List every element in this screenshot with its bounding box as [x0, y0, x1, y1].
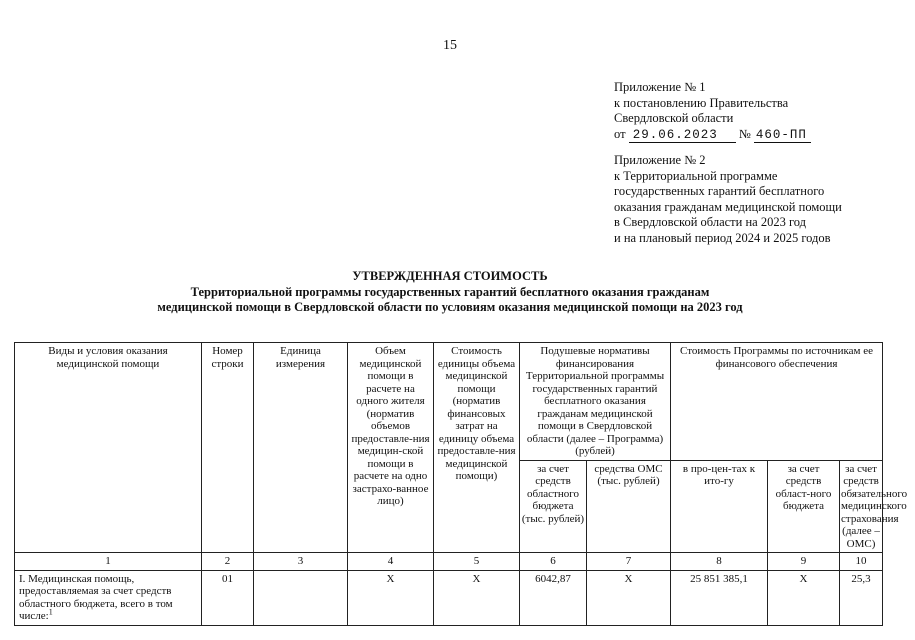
annex-1-line: Свердловской области — [614, 111, 734, 125]
row-volume: Х — [348, 570, 434, 625]
header-per-capita-group: Подушевые нормативы финансирования Территориальной программы государственных гарантий бесплатного оказания гражданам медицинской помощи в Свердловской области (далее – Программа) (рублей) — [520, 343, 671, 461]
annex-2-line: оказания гражданам медицинской помощи — [614, 199, 842, 214]
annex-2-line: государственных гарантий бесплатного — [614, 184, 825, 198]
annex-2-line: и на плановый период 2024 и 2025 годов — [614, 230, 831, 245]
header-per-capita-oms: за счет средств обязательного медицинского страхования (далее – ОМС) — [840, 460, 883, 553]
header-kinds: Виды и условия оказания медицинской помощи — [15, 343, 202, 553]
column-number: 10 — [840, 553, 883, 571]
table-header-row — [15, 343, 883, 461]
footnote-mark: 1 — [48, 607, 53, 617]
header-percent: в про-цен-тах к ито-гу — [671, 460, 768, 553]
header-cost-budget: за счет средств областного бюджета (тыс. рублей) — [520, 460, 587, 553]
column-number: 8 — [671, 553, 768, 571]
column-number: 7 — [587, 553, 671, 571]
row-name-cell — [15, 570, 202, 625]
row-percent: 25,3 — [840, 570, 883, 625]
decree-number: 460-ПП — [754, 129, 811, 143]
annex-1-line: Приложение № 1 — [614, 80, 706, 94]
row-name: I. Медицинская помощь, предоставляемая за счет средств областного бюджета, всего в том числе: — [19, 572, 173, 622]
number-prefix: № — [738, 126, 751, 141]
header-unit-cost: Стоимость единицы объема медицинской помощи (норматив финансовых затрат на единицу объема предоставле-ния медицинской помощи) — [434, 343, 520, 553]
header-line-number: Номер строки — [202, 343, 254, 553]
header-per-capita-budget: за счет средств област-ного бюджета — [768, 460, 840, 553]
annex-2-line: в Свердловской области на 2023 год — [614, 215, 807, 229]
header-cost-oms: средства ОМС (тыс. рублей) — [587, 460, 671, 553]
row-per-capita-oms: Х — [587, 570, 671, 625]
header-unit: Единица измерения — [254, 343, 348, 553]
row-cost-oms: Х — [768, 570, 840, 625]
column-number: 5 — [434, 553, 520, 571]
annex-2-line: к Территориальной программе — [614, 168, 778, 183]
column-number: 1 — [15, 553, 202, 571]
annex-2-block — [614, 153, 842, 246]
row-line-number: 01 — [202, 570, 254, 625]
row-unit — [254, 570, 348, 625]
column-number: 3 — [254, 553, 348, 571]
row-cost-budget: 25 851 385,1 — [671, 570, 768, 625]
column-number: 2 — [202, 553, 254, 571]
column-number: 9 — [768, 553, 840, 571]
annex-1-line: к постановлению Правительства — [614, 95, 789, 110]
header-volume: Объем медицинской помощи в расчете на одного жителя (норматив объемов предоставле-ния медицин-ской помощи в расчете на одно застрахо-ванное лицо) — [348, 343, 434, 553]
document-title — [0, 269, 900, 316]
page-number: 15 — [443, 38, 457, 53]
title-line: УТВЕРЖДЕННАЯ СТОИМОСТЬ — [352, 269, 548, 283]
column-number: 6 — [520, 553, 587, 571]
row-unit-cost: Х — [434, 570, 520, 625]
decree-date: 29.06.2023 — [629, 129, 736, 143]
column-number: 4 — [348, 553, 434, 571]
annex-1-block — [614, 80, 811, 143]
table-row — [15, 570, 883, 625]
title-line: Территориальной программы государственных гарантий бесплатного оказания гражданам — [190, 284, 710, 299]
row-per-capita-budget: 6042,87 — [520, 570, 587, 625]
header-cost-group: Стоимость Программы по источникам ее финансового обеспечения — [671, 343, 883, 461]
column-number-row — [15, 553, 883, 571]
annex-2-line: Приложение № 2 — [614, 153, 706, 167]
date-prefix: от — [614, 126, 626, 141]
annex-1-date-line — [614, 127, 811, 143]
cost-table — [14, 342, 908, 626]
title-line: медицинской помощи в Свердловской области по условиям оказания медицинской помощи на 2023 год — [157, 300, 743, 314]
